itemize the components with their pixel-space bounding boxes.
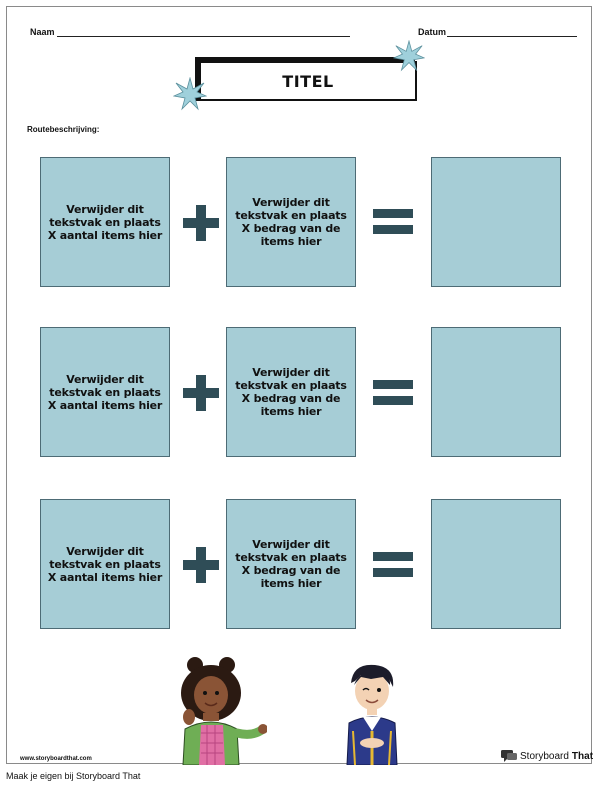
date-label: Datum bbox=[418, 27, 447, 37]
star-icon bbox=[173, 77, 207, 111]
brand-text-2: That bbox=[571, 750, 594, 762]
equals-icon bbox=[373, 207, 413, 237]
name-field[interactable] bbox=[57, 36, 350, 37]
star-icon bbox=[393, 40, 425, 72]
items-amount-box[interactable]: Verwijder dit tekstvak en plaats X bedrag van de items hier bbox=[226, 157, 356, 287]
items-amount-box[interactable]: Verwijder dit tekstvak en plaats X bedrag van de items hier bbox=[226, 499, 356, 629]
storyboard-logo-icon bbox=[501, 750, 517, 762]
bottom-note[interactable]: Maak je eigen bij Storyboard That bbox=[6, 771, 141, 781]
boy-character bbox=[337, 661, 407, 765]
plus-icon bbox=[181, 203, 221, 243]
result-box[interactable] bbox=[431, 499, 561, 629]
brand-text-1: Storyboard bbox=[520, 750, 569, 762]
storyboard-brand[interactable] bbox=[501, 750, 593, 762]
date-field[interactable] bbox=[447, 36, 577, 37]
result-box[interactable] bbox=[431, 157, 561, 287]
equals-icon bbox=[373, 550, 413, 580]
girl-character bbox=[167, 653, 267, 765]
result-box[interactable] bbox=[431, 327, 561, 457]
items-count-box[interactable]: Verwijder dit tekstvak en plaats X aantal items hier bbox=[40, 499, 170, 629]
page-title[interactable]: TITEL bbox=[199, 61, 417, 101]
items-count-box[interactable]: Verwijder dit tekstvak en plaats X aantal items hier bbox=[40, 327, 170, 457]
footer-url[interactable]: www.storyboardthat.com bbox=[20, 756, 92, 762]
equals-icon bbox=[373, 378, 413, 408]
title-banner bbox=[185, 53, 425, 111]
plus-icon bbox=[181, 545, 221, 585]
name-label: Naam bbox=[30, 27, 55, 37]
worksheet-page bbox=[6, 6, 592, 764]
items-count-box[interactable]: Verwijder dit tekstvak en plaats X aantal items hier bbox=[40, 157, 170, 287]
plus-icon bbox=[181, 373, 221, 413]
items-amount-box[interactable]: Verwijder dit tekstvak en plaats X bedrag van de items hier bbox=[226, 327, 356, 457]
route-label: Routebeschrijving: bbox=[27, 125, 100, 134]
